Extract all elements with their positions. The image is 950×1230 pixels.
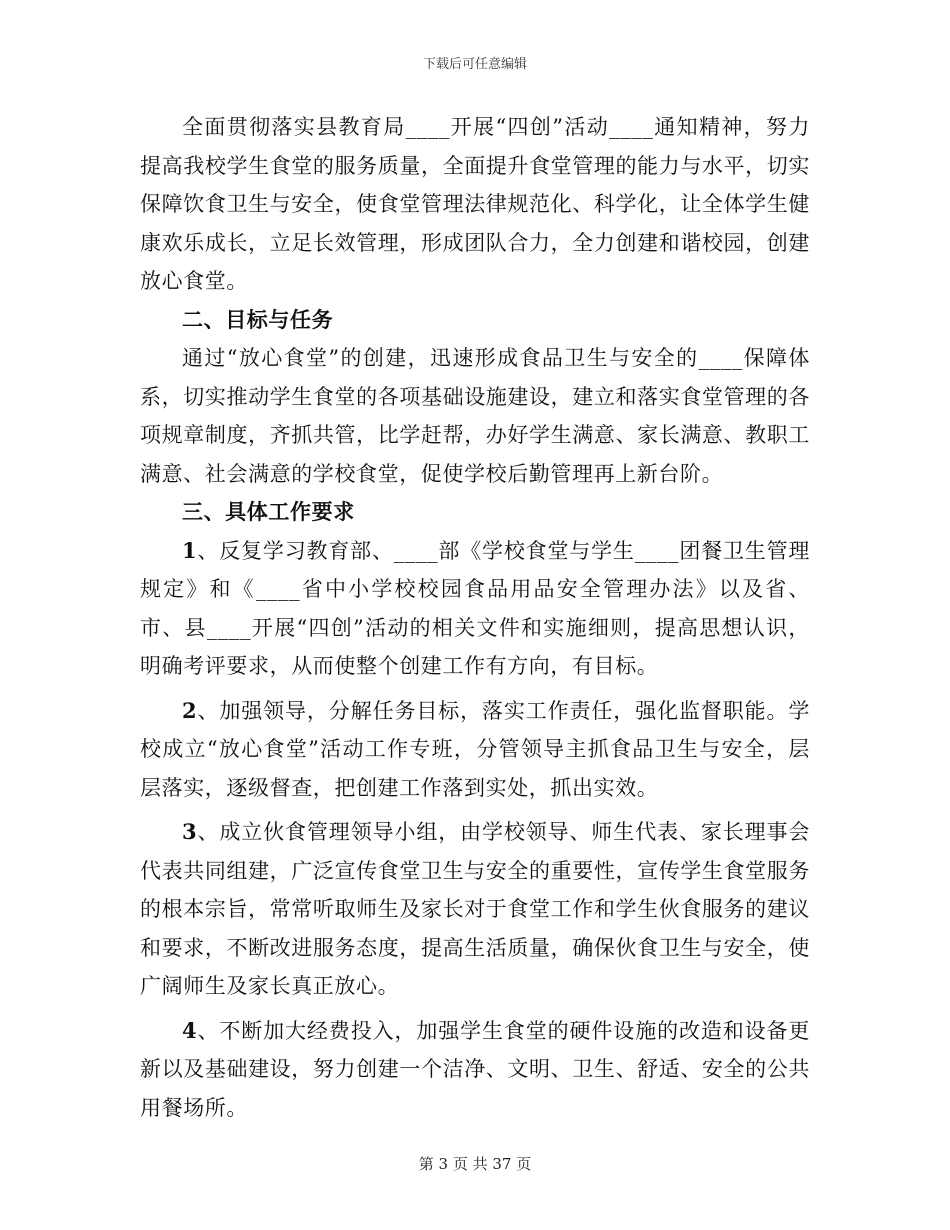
section-heading-requirements: 三、具体工作要求	[182, 499, 355, 524]
requirement-number: 2	[182, 697, 198, 723]
requirement-text: 、成立伙食管理领导小组，由学校领导、师生代表、家长理事会代表共同组建，广泛宣传食堂卫生与安全的重要性，宣传学生食堂服务的根本宗旨，常常听取师生及家长对于食堂工作和学生伙食服务的建议和要求，不断改进服务态度，提高生活质量，确保伙食卫生与安全，使广阔师生及家长真正放心。	[140, 820, 810, 998]
page-number: 第 3 页 共 37 页	[418, 1155, 532, 1173]
requirement-number: 1	[182, 537, 198, 563]
requirement-item-4	[140, 1012, 810, 1128]
goals-paragraph: 通过“放心食堂”的创建，迅速形成食品卫生与安全的____保障体系，切实推动学生食堂的各项基础设施建设，建立和落实食堂管理的各项规章制度，齐抓共管，比学赶帮，办好学生满意、家长满意、教职工满意、社会满意的学校食堂，促使学校后勤管理再上新台阶。	[140, 346, 810, 486]
section-heading-goals: 二、目标与任务	[182, 306, 334, 332]
requirement-text: 、加强领导，分解任务目标，落实工作责任，强化监督职能。学校成立“放心食堂”活动工作专班，分管领导主抓食品卫生与安全，层层落实，逐级督查，把创建工作落到实处，抓出实效。	[140, 698, 810, 800]
requirement-number: 3	[182, 819, 198, 844]
requirement-item-2	[140, 692, 810, 808]
requirement-item-3	[140, 813, 810, 1006]
requirement-text: 、不断加大经费投入，加强学生食堂的硬件设施的改造和设备更新以及基础建设，努力创建一个洁净、文明、卫生、舒适、安全的公共用餐场所。	[140, 1018, 810, 1120]
requirement-number: 4	[182, 1017, 198, 1043]
intro-paragraph: 全面贯彻落实县教育局____开展“四创”活动____通知精神，努力提高我校学生食堂的服务质量，全面提升食堂管理的能力与水平，切实保障饮食卫生与安全，使食堂管理法律规范化、科学化，让全体学生健康欢乐成长，立足长效管理，形成团队合力，全力创建和谐校园，创建放心食堂。	[140, 115, 810, 293]
document-body	[140, 108, 810, 1127]
requirement-item-1	[140, 532, 810, 686]
requirement-text: 、反复学习教育部、____部《学校食堂与学生____团餐卫生管理规定》和《____省中小学校校园食品用品安全管理办法》以及省、市、县____开展“四创”活动的相关文件和实施细则，提高思想认识，明确考评要求，从而使整个创建工作有方向，有目标。	[140, 538, 810, 678]
header-note: 下载后可任意编辑	[422, 57, 527, 72]
